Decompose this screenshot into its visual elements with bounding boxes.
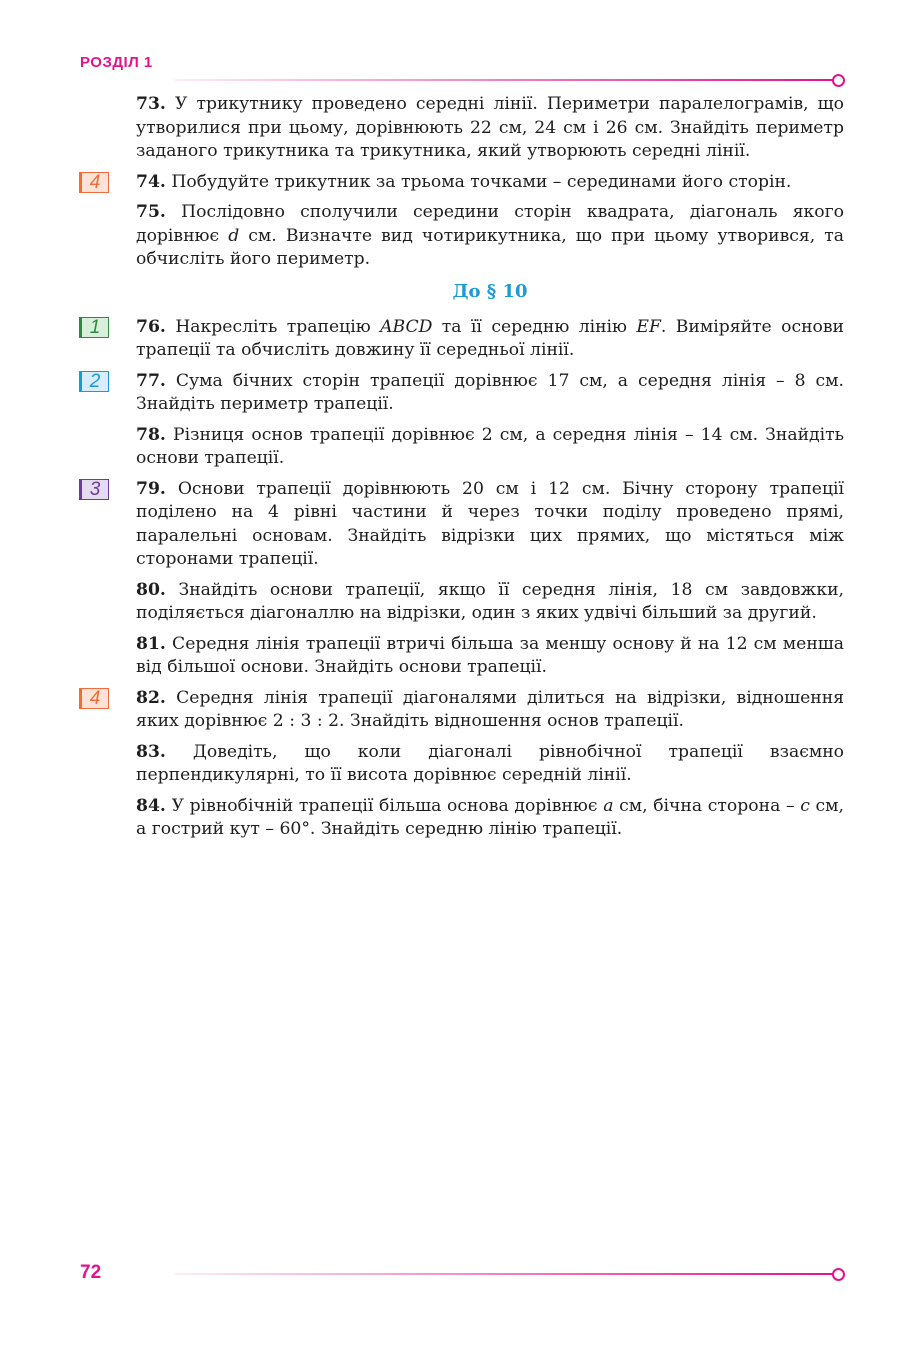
- problem-text: У рівнобічній трапеції більша основа дорівнює: [171, 795, 604, 816]
- problem-83: [136, 741, 844, 788]
- math-variable: d: [228, 225, 240, 246]
- problem-81: [136, 633, 844, 680]
- problem-number: 76.: [136, 316, 166, 337]
- difficulty-level-badge: 2: [79, 371, 109, 392]
- problem-number: 78.: [136, 424, 166, 445]
- problem-number: 83.: [136, 741, 166, 762]
- difficulty-level-badge: 4: [79, 688, 109, 709]
- header-rule-dot: [832, 74, 845, 87]
- problem-text: см. Визначте вид чотирикутника, що при цьому утворився, та обчисліть його периметр.: [136, 225, 844, 269]
- problem-number: 84.: [136, 795, 166, 816]
- problem-text: Послідовно сполучили середини сторін квадрата, діагональ якого дорівнює: [136, 202, 844, 246]
- difficulty-level-badge: 3: [79, 479, 109, 500]
- problem-80: [136, 579, 844, 626]
- problem-73: [136, 93, 844, 164]
- problem-text: Знайдіть основи трапеції, якщо її середня лінія, 18 см завдовжки, поділяється діагоналлю на відрізки, один з яких удвічі більший за другий.: [136, 579, 845, 623]
- problem-text: У трикутнику проведено середні лінії. Периметри паралелограмів, що утворилися при цьому, дорівнюють 22 см, 24 см і 26 см. Знайдіть периметр заданого трикутника та трикутника, який утворюють середні лінії.: [136, 94, 845, 161]
- problem-number: 74.: [136, 171, 166, 192]
- problem-84: [136, 795, 844, 842]
- section-label: РОЗДІЛ 1: [80, 54, 153, 71]
- subsection-heading: До § 10: [452, 280, 528, 302]
- problem-75: [136, 201, 844, 272]
- problem-text: Середня лінія трапеції втричі більша за меншу основу й на 12 см менша від більшої основи. Знайдіть основи трапеції.: [136, 633, 845, 677]
- problem-number: 79.: [136, 478, 166, 499]
- problem-77: [89, 370, 844, 417]
- problem-76: [89, 316, 845, 363]
- footer-rule: [175, 1273, 833, 1275]
- problem-number: 75.: [136, 202, 166, 222]
- problem-text: Накресліть трапецію: [175, 316, 381, 337]
- problem-text: Побудуйте трикутник за трьома точками – серединами його сторін.: [171, 171, 792, 192]
- problem-78: [136, 424, 844, 471]
- problem-82: [89, 687, 844, 734]
- difficulty-level-badge: 4: [79, 172, 109, 193]
- problem-text: . Виміряйте основи трапеції та обчисліть довжину її середньої лінії.: [136, 316, 845, 360]
- math-variable: ABCD: [380, 316, 433, 337]
- problem-text: см, а гострий кут – 60°. Знайдіть середню лінію трапеції.: [136, 795, 844, 839]
- math-variable: a: [603, 795, 614, 816]
- problem-text: Основи трапеції дорівнюють 20 см і 12 см. Бічну сторону трапеції поділено на 4 рівні частини й через точки поділу проведено прямі, паралельні основам. Знайдіть відрізки цих прямих, що містяться між сторонами трапеції.: [136, 478, 844, 569]
- header-rule: [175, 79, 833, 81]
- problem-text: см, бічна сторона –: [613, 795, 801, 816]
- problem-number: 73.: [136, 94, 166, 114]
- problem-text: Різниця основ трапеції дорівнює 2 см, а середня лінія – 14 см. Знайдіть основи трапеції.: [136, 424, 844, 468]
- math-variable: c: [800, 795, 810, 816]
- problems-content: [89, 93, 845, 849]
- problem-number: 82.: [136, 687, 166, 708]
- difficulty-level-badge: 1: [79, 317, 109, 338]
- problem-79: [89, 478, 844, 572]
- problem-text: Доведіть, що коли діагоналі рівнобічної трапеції взаємно перпендикулярні, то її висота дорівнює середній лінії.: [136, 741, 845, 785]
- problem-text: та її середню лінію: [432, 316, 637, 337]
- math-variable: EF: [636, 316, 661, 337]
- problem-number: 80.: [136, 579, 166, 600]
- footer-rule-dot: [832, 1268, 845, 1281]
- problem-text: Сума бічних сторін трапеції дорівнює 17 см, а середня лінія – 8 см. Знайдіть периметр трапеції.: [136, 370, 844, 414]
- problem-number: 81.: [136, 633, 166, 654]
- problem-74: [89, 171, 844, 195]
- problem-text: Середня лінія трапеції діагоналями ділиться на відрізки, відношення яких дорівнює 2 : 3 : 2. Знайдіть відношення основ трапеції.: [136, 687, 844, 731]
- problem-number: 77.: [136, 370, 166, 391]
- page-number: 72: [80, 1262, 102, 1283]
